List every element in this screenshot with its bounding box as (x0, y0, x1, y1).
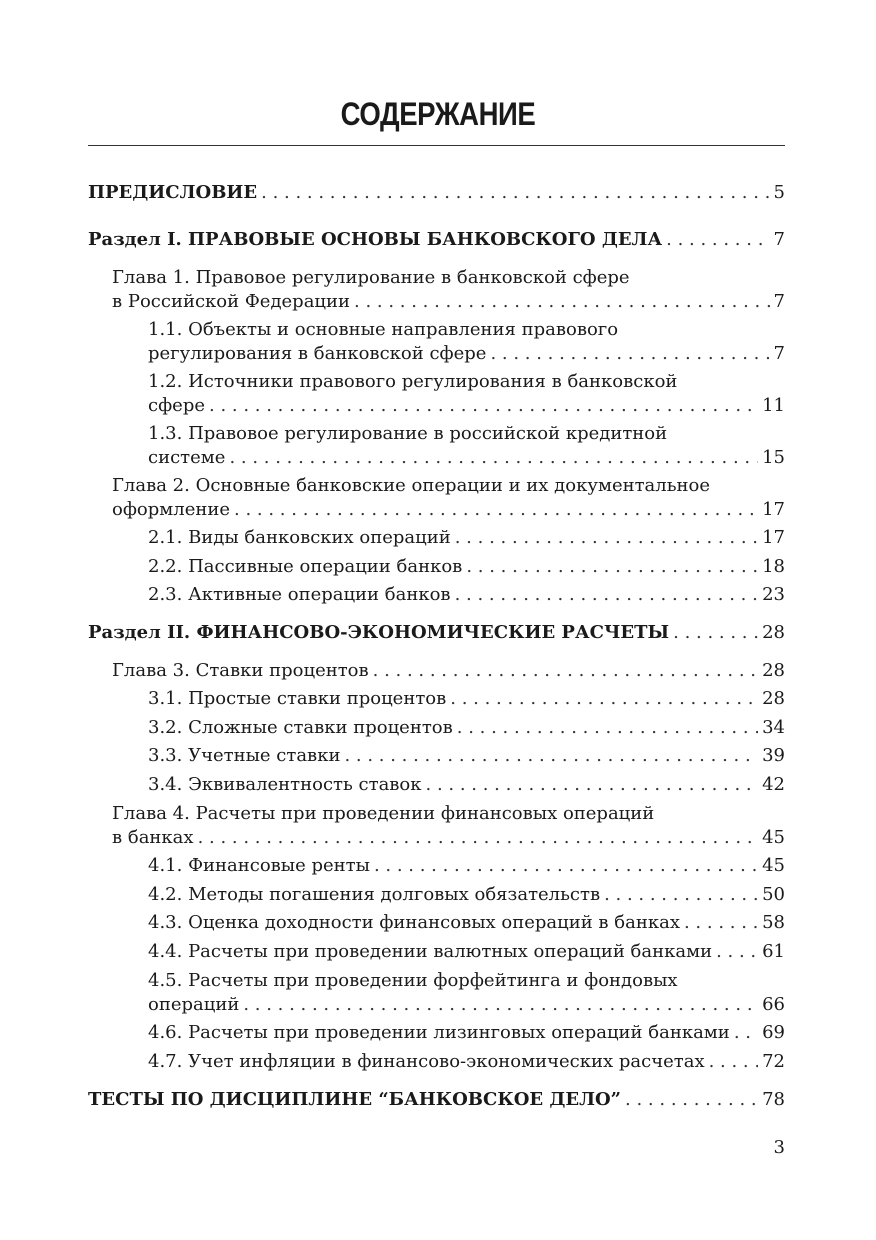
toc-page-number: 39 (762, 745, 785, 766)
toc-page-number: 17 (762, 499, 785, 520)
toc-entry-label: Раздел I. ПРАВОВЫЕ ОСНОВЫ БАНКОВСКОГО ДЕЛА (88, 229, 663, 250)
page-title: СОДЕРЖАНИЕ (340, 96, 536, 132)
toc-entry-3-3[interactable] (88, 744, 785, 768)
leader-dots (426, 773, 759, 797)
toc-page-number: 50 (762, 884, 785, 905)
toc-entry-label-line1: Глава 1. Правовое регулирование в банковской сфере (112, 267, 630, 288)
leader-dots (234, 498, 758, 522)
toc-entry-2-3[interactable] (88, 583, 785, 607)
toc-entry-label: регулирования в банковской сфере (148, 343, 487, 364)
toc-page-number: 66 (762, 994, 785, 1015)
toc-entry-label: 3.3. Учетные ставки (148, 745, 341, 766)
toc-entry-tests[interactable] (88, 1088, 785, 1112)
toc-page-number: 69 (762, 1022, 785, 1043)
toc-entry-label: в Российской Федерации (112, 291, 350, 312)
leader-dots (229, 446, 758, 470)
leader-dots (734, 1021, 758, 1045)
leader-dots (209, 394, 758, 418)
toc-entry-2-1[interactable] (88, 526, 785, 550)
title-divider (88, 145, 785, 146)
toc-entry-label-line1: Глава 2. Основные банковские операции и их документальное (112, 475, 710, 496)
toc-entry-label: 4.1. Финансовые ренты (148, 855, 370, 876)
toc-entry-section-1[interactable] (88, 228, 785, 252)
toc-page-number: 42 (762, 774, 785, 795)
toc-entry-4-5[interactable] (88, 969, 785, 1017)
toc-entry-label: 4.2. Методы погашения долговых обязательств (148, 884, 601, 905)
toc-entry-4-2[interactable] (88, 883, 785, 907)
toc-page-number: 23 (762, 584, 785, 605)
leader-dots (673, 621, 758, 645)
toc-page-number: 58 (762, 912, 785, 933)
toc-page-number: 28 (762, 660, 785, 681)
toc-entry-3-4[interactable] (88, 773, 785, 797)
leader-dots (604, 883, 758, 907)
toc-entry-label: ТЕСТЫ ПО ДИСЦИПЛИНЕ “БАНКОВСКОЕ ДЕЛО” (88, 1089, 622, 1110)
toc-entry-label: ПРЕДИСЛОВИЕ (88, 182, 258, 203)
toc-entry-label: 3.4. Эквивалентность ставок (148, 774, 422, 795)
toc-page-number: 72 (762, 1051, 785, 1072)
leader-dots (625, 1088, 758, 1112)
page-number: 3 (773, 1137, 785, 1158)
toc-entry-label-line1: 1.3. Правовое регулирование в российской кредитной (148, 423, 668, 444)
toc-entry-label: в банках (112, 827, 194, 848)
toc-entry-label: сфере (148, 395, 205, 416)
toc-entry-4-6[interactable] (88, 1021, 785, 1045)
toc-entry-label: 3.2. Сложные ставки процентов (148, 717, 453, 738)
leader-dots (374, 854, 758, 878)
toc-page-number: 78 (762, 1089, 785, 1110)
toc-page-number: 7 (773, 343, 785, 364)
toc-page-number: 11 (762, 395, 785, 416)
leader-dots (243, 993, 758, 1017)
toc-entry-label: 2.3. Активные операции банков (148, 584, 451, 605)
toc-entry-1-2[interactable] (88, 370, 785, 418)
toc-page-number: 7 (773, 229, 785, 250)
toc-entry-label-line1: 1.1. Объекты и основные направления правового (148, 319, 619, 340)
toc-entry-chapter-4[interactable] (88, 802, 785, 850)
toc-entry-4-3[interactable] (88, 911, 785, 935)
toc-entry-label: 3.1. Простые ставки процентов (148, 688, 447, 709)
toc-entry-3-2[interactable] (88, 716, 785, 740)
toc-entry-label: 4.6. Расчеты при проведении лизинговых операций банками (148, 1022, 730, 1043)
toc-page-number: 18 (762, 556, 785, 577)
toc-entry-label: системе (148, 447, 226, 468)
leader-dots (666, 228, 769, 252)
leader-dots (455, 583, 759, 607)
toc-entry-chapter-3[interactable] (88, 659, 785, 683)
toc-entry-chapter-2[interactable] (88, 474, 785, 522)
toc-entry-label: 2.1. Виды банковских операций (148, 527, 451, 548)
leader-dots (450, 687, 758, 711)
toc-entry-label: 4.4. Расчеты при проведении валютных операций банками (148, 941, 713, 962)
toc-entry-preface[interactable] (88, 181, 785, 205)
toc-entry-1-1[interactable] (88, 318, 785, 366)
toc-entry-4-4[interactable] (88, 940, 785, 964)
toc-entry-label-line1: 1.2. Источники правового регулирования в банковской (148, 371, 678, 392)
toc-entry-label: 4.7. Учет инфляции в финансово-экономических расчетах (148, 1051, 705, 1072)
toc-page-number: 7 (773, 291, 785, 312)
toc-page-number: 45 (762, 827, 785, 848)
leader-dots (716, 940, 758, 964)
leader-dots (198, 826, 759, 850)
leader-dots (344, 744, 758, 768)
toc-entry-label-line1: 4.5. Расчеты при проведении форфейтинга и фондовых (148, 970, 678, 991)
toc-entry-4-7[interactable] (88, 1050, 785, 1074)
leader-dots (490, 342, 769, 366)
toc-page-number: 28 (762, 688, 785, 709)
leader-dots (455, 526, 758, 550)
toc-page-number: 17 (762, 527, 785, 548)
toc-entry-4-1[interactable] (88, 854, 785, 878)
toc-entry-label: Глава 3. Ставки процентов (112, 660, 369, 681)
toc-entry-1-3[interactable] (88, 422, 785, 470)
toc-page-number: 5 (773, 182, 785, 203)
toc-entry-chapter-1[interactable] (88, 266, 785, 314)
toc-page-number: 61 (762, 941, 785, 962)
leader-dots (684, 911, 758, 935)
toc-page-number: 15 (762, 447, 785, 468)
toc-entry-section-2[interactable] (88, 621, 785, 645)
leader-dots (261, 181, 769, 205)
toc-entry-label: оформление (112, 499, 231, 520)
toc-entry-label-line1: Глава 4. Расчеты при проведении финансовых операций (112, 803, 655, 824)
leader-dots (709, 1050, 759, 1074)
toc-entry-3-1[interactable] (88, 687, 785, 711)
leader-dots (466, 555, 758, 579)
toc-page-number: 45 (762, 855, 785, 876)
leader-dots (373, 659, 758, 683)
toc-entry-label: Раздел II. ФИНАНСОВО-ЭКОНОМИЧЕСКИЕ РАСЧЕТЫ (88, 622, 670, 643)
leader-dots (457, 716, 758, 740)
toc-entry-label: 2.2. Пассивные операции банков (148, 556, 463, 577)
leader-dots (354, 290, 770, 314)
toc-page-number: 28 (762, 622, 785, 643)
toc-entry-2-2[interactable] (88, 555, 785, 579)
toc-page-number: 34 (762, 717, 785, 738)
toc-entry-label: операций (148, 994, 240, 1015)
toc-entry-label: 4.3. Оценка доходности финансовых операций в банках (148, 912, 680, 933)
